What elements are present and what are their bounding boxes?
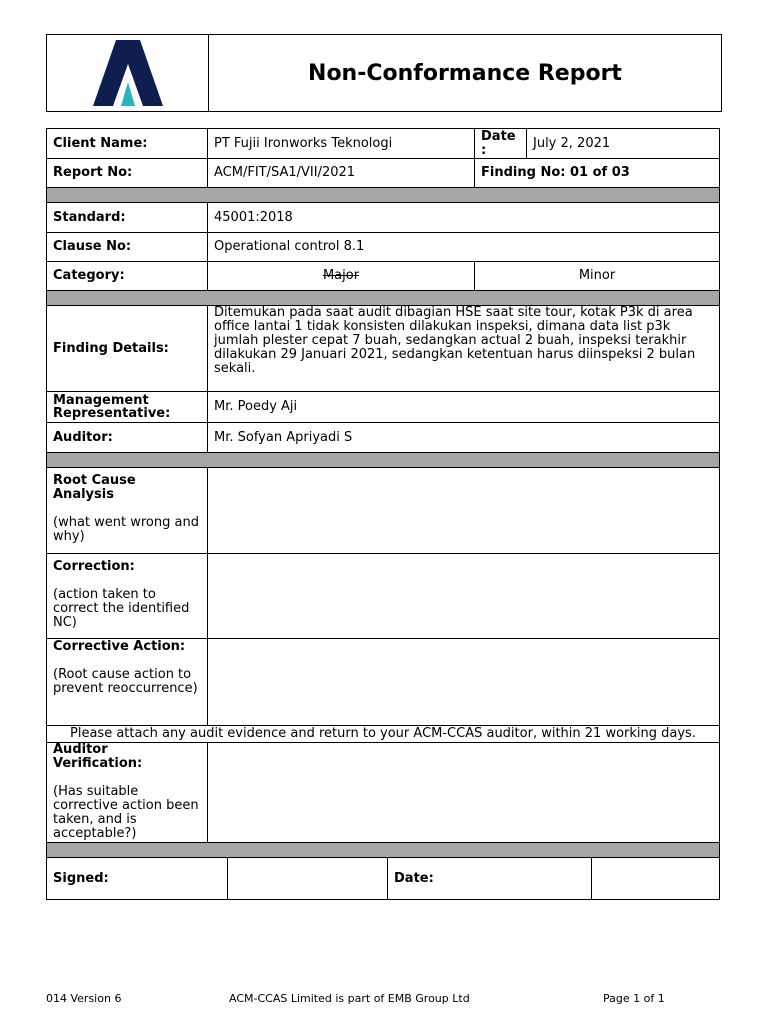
report-no-label: Report No: — [46, 158, 208, 188]
root-cause-input-area[interactable] — [207, 467, 720, 554]
category-major-text: Major — [322, 268, 360, 283]
client-name-value: PT Fujii Ironworks Teknologi — [207, 128, 475, 159]
clause-label: Clause No: — [46, 232, 208, 262]
root-cause-cell — [46, 467, 208, 554]
corrective-action-hint: (Root cause action to prevent reoccurrence) — [53, 667, 198, 696]
footer-version: 014 Version 6 — [46, 992, 122, 1005]
finding-details-value: Ditemukan pada saat audit dibagian HSE saat site tour, kotak P3k di area office lantai 1 tidak konsisten dilakukan inspeksi, dimana data list p3k jumlah plester cepat 7 buah, sedangkan actual 2 buah, inspeksi terakhir dilakukan 29 Januari 2021, sedangkan ketentuan harus diinspeksi 2 bulan sekali. — [207, 305, 720, 392]
correction-hint: (action taken to correct the identified NC) — [53, 587, 190, 630]
auditor-value: Mr. Sofyan Apriyadi S — [207, 422, 720, 453]
date-value: July 2, 2021 — [526, 128, 720, 159]
separator-bar — [46, 290, 720, 306]
clause-value: Operational control 8.1 — [207, 232, 720, 262]
auditor-verification-cell — [46, 742, 208, 843]
date-label: Date : — [474, 128, 527, 159]
auditor-verification-hint: (Has suitable corrective action been taken, and is acceptable?) — [53, 784, 199, 841]
auditor-label: Auditor: — [46, 422, 208, 453]
category-minor-option: Minor — [474, 261, 720, 291]
separator-bar — [46, 842, 720, 858]
root-cause-label: Root Cause Analysis — [53, 473, 136, 502]
category-major-option — [207, 261, 475, 291]
company-logo — [47, 35, 209, 111]
footer-page-number: Page 1 of 1 — [603, 992, 665, 1005]
signed-input-area[interactable] — [227, 857, 388, 900]
auditor-verification-input-area[interactable] — [207, 742, 720, 843]
client-name-label: Client Name: — [46, 128, 208, 159]
correction-input-area[interactable] — [207, 553, 720, 639]
finding-no: Finding No: 01 of 03 — [474, 158, 720, 188]
footer-company-note: ACM-CCAS Limited is part of EMB Group Ltd — [229, 992, 470, 1005]
sign-date-label: Date: — [387, 857, 592, 900]
standard-value: 45001:2018 — [207, 202, 720, 233]
separator-bar — [46, 187, 720, 203]
corrective-action-input-area[interactable] — [207, 638, 720, 726]
standard-label: Standard: — [46, 202, 208, 233]
corrective-action-cell — [46, 638, 208, 726]
attach-evidence-note: Please attach any audit evidence and return to your ACM-CCAS auditor, within 21 working days. — [46, 725, 720, 743]
report-no-value: ACM/FIT/SA1/VII/2021 — [207, 158, 475, 188]
report-header — [46, 34, 722, 112]
auditor-verification-label: Auditor Verification: — [53, 742, 143, 771]
category-label: Category: — [46, 261, 208, 291]
report-title: Non-Conformance Report — [308, 60, 622, 86]
sign-date-input-area[interactable] — [591, 857, 720, 900]
separator-bar — [46, 452, 720, 468]
root-cause-hint: (what went wrong and why) — [53, 515, 199, 544]
correction-cell — [46, 553, 208, 639]
management-rep-value: Mr. Poedy Aji — [207, 391, 720, 423]
management-rep-label: Management Representative: — [46, 391, 208, 423]
corrective-action-label: Corrective Action: — [53, 639, 186, 654]
finding-details-label: Finding Details: — [46, 305, 208, 392]
signed-label: Signed: — [46, 857, 228, 900]
correction-label: Correction: — [53, 559, 135, 574]
acm-logo-icon — [88, 38, 168, 108]
